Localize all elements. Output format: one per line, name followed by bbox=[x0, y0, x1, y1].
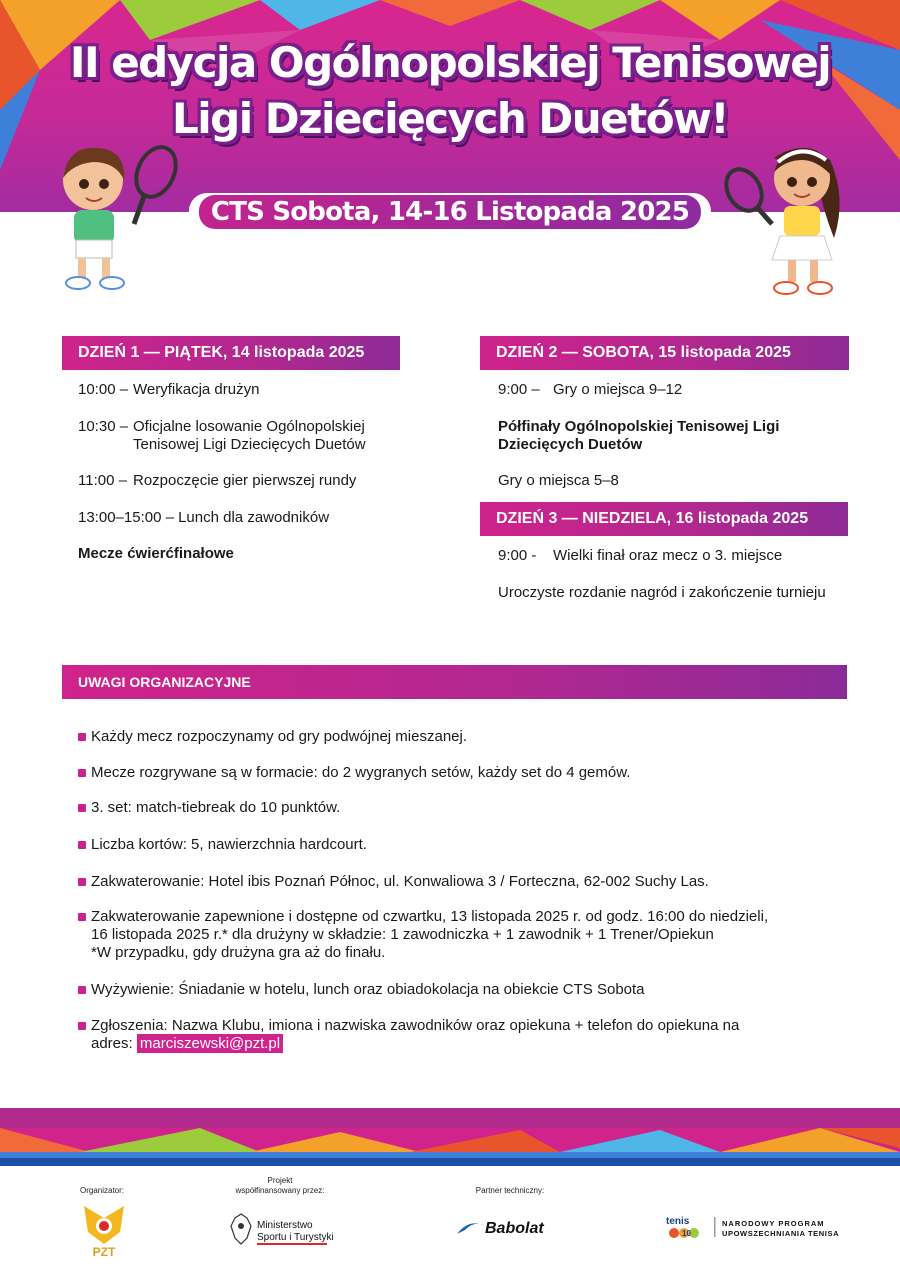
babolat-logo-text: Babolat bbox=[485, 1220, 544, 1237]
day1-item-2 bbox=[78, 418, 418, 454]
note-item-6-text: Zakwaterowanie zapewnione i dostępne od czwartku, 13 listopada 2025 r. od godz. 16:00 do niedzieli, 16 listopada 2025 r.* dla drużyny w składzie: 1 zawodniczka + 1 zawodnik + 1 Trener/Opiekun *W przypadku, gdy drużyna gra aż do finału. bbox=[91, 908, 769, 961]
tenis10-number: 10 bbox=[682, 1229, 691, 1238]
bullet-icon bbox=[78, 1022, 86, 1030]
cofinanced-label: Projekt współfinansowany przez: bbox=[235, 1176, 325, 1195]
day1-item-3-text: Rozpoczęcie gier pierwszej rundy bbox=[133, 472, 357, 489]
note-item-1-text: Każdy mecz rozpoczynamy od gry podwójnej mieszanej. bbox=[91, 728, 468, 745]
day3-item-2: Uroczyste rozdanie nagród i zakończenie turnieju bbox=[498, 584, 826, 601]
note-item-3-text: 3. set: match-tiebreak do 10 punktów. bbox=[91, 799, 341, 816]
note-item-2 bbox=[78, 764, 858, 782]
tenis10-program-logo bbox=[664, 1213, 839, 1241]
ministry-logo bbox=[225, 1212, 335, 1248]
organizer-label: Organizator: bbox=[79, 1186, 125, 1195]
note-item-8-text bbox=[91, 1017, 858, 1053]
day2-item-3: Gry o miejsca 5–8 bbox=[498, 472, 619, 489]
subtitle-badge bbox=[189, 193, 711, 231]
day1-item-3-time: 11:00 – bbox=[78, 472, 127, 489]
pzt-logo-text: PZT bbox=[92, 1245, 116, 1259]
day1-item-1 bbox=[78, 381, 418, 399]
note-item-3 bbox=[78, 799, 858, 817]
day1-item-1-time: 10:00 – bbox=[78, 381, 129, 398]
note-item-4-text: Liczba kortów: 5, nawierzchnia hardcourt. bbox=[91, 836, 367, 853]
day3-heading: DZIEŃ 3 — NIEDZIELA, 16 listopada 2025 bbox=[480, 502, 848, 536]
bullet-icon bbox=[78, 804, 86, 812]
note-item-8-body: Zgłoszenia: Nazwa Klubu, imiona i nazwiska zawodników oraz opiekuna + telefon do opiekuna na adres: bbox=[91, 1017, 740, 1052]
note-item-8 bbox=[78, 1017, 858, 1053]
ministry-line-1: Ministerstwo bbox=[257, 1220, 313, 1231]
day1-item-1-text: Weryfikacja drużyn bbox=[133, 381, 260, 398]
note-item-7-text: Wyżywienie: Śniadanie w hotelu, lunch oraz obiadokolacja na obiekcie CTS Sobota bbox=[91, 981, 645, 998]
tenis-logo-text: tenis bbox=[666, 1216, 690, 1227]
pzt-logo bbox=[80, 1204, 128, 1264]
bullet-icon bbox=[78, 913, 86, 921]
day1-item-4: 13:00–15:00 – Lunch dla zawodników bbox=[78, 509, 330, 526]
bullet-icon bbox=[78, 841, 86, 849]
page-title-line-2: Ligi Dziecięcych Duetów! bbox=[171, 94, 729, 143]
ministry-line-2: Sportu i Turystyki bbox=[257, 1232, 334, 1243]
program-line-1: NARODOWY PROGRAM bbox=[722, 1219, 825, 1228]
day1-item-2-time: 10:30 – bbox=[78, 418, 129, 435]
program-line-2: UPOWSZECHNIANIA TENISA bbox=[722, 1229, 839, 1238]
day2-item-1-text: Gry o miejsca 9–12 bbox=[553, 381, 683, 398]
note-item-2-text: Mecze rozgrywane są w formacie: do 2 wygranych setów, każdy set do 4 gemów. bbox=[91, 764, 631, 781]
bullet-icon bbox=[78, 733, 86, 741]
day1-item-2-text: Oficjalne losowanie Ogólnopolskiej Tenisowej Ligi Dziecięcych Duetów bbox=[133, 418, 366, 453]
day1-item-3 bbox=[78, 472, 418, 490]
bullet-icon bbox=[78, 769, 86, 777]
day2-item-1-time: 9:00 – bbox=[498, 381, 540, 398]
notes-heading: UWAGI ORGANIZACYJNE bbox=[62, 665, 847, 699]
girl-tennis-player-illustration bbox=[722, 138, 857, 300]
day1-heading: DZIEŃ 1 — PIĄTEK, 14 listopada 2025 bbox=[62, 336, 400, 370]
note-item-5-text: Zakwaterowanie: Hotel ibis Poznań Północ, ul. Konwaliowa 3 / Forteczna, 62-002 Suchy Las. bbox=[91, 873, 709, 890]
footer-decoration bbox=[0, 1108, 900, 1166]
bullet-icon bbox=[78, 986, 86, 994]
note-item-1 bbox=[78, 728, 858, 746]
day1-item-5: Mecze ćwierćfinałowe bbox=[78, 545, 234, 562]
note-item-6 bbox=[78, 908, 858, 962]
day2-item-2: Półfinały Ogólnopolskiej Tenisowej Ligi Dziecięcych Duetów bbox=[498, 418, 780, 453]
day3-item-1-time: 9:00 - bbox=[498, 547, 537, 564]
day3-item-1 bbox=[498, 547, 838, 565]
note-item-5 bbox=[78, 873, 858, 891]
day2-item-1 bbox=[498, 381, 838, 399]
event-subtitle: CTS Sobota, 14-16 Listopada 2025 bbox=[199, 195, 701, 229]
page-title-line-1: II edycja Ogólnopolskiej Tenisowej bbox=[69, 38, 831, 87]
day3-item-1-text: Wielki finał oraz mecz o 3. miejsce bbox=[553, 547, 783, 564]
note-item-4 bbox=[78, 836, 858, 854]
email-link[interactable]: marciszewski@pzt.pl bbox=[137, 1034, 283, 1053]
boy-tennis-player-illustration bbox=[48, 140, 183, 292]
bullet-icon bbox=[78, 878, 86, 886]
babolat-logo bbox=[455, 1216, 565, 1238]
partner-label: Partner techniczny: bbox=[475, 1186, 545, 1195]
note-item-7 bbox=[78, 981, 858, 999]
day2-heading: DZIEŃ 2 — SOBOTA, 15 listopada 2025 bbox=[480, 336, 849, 370]
